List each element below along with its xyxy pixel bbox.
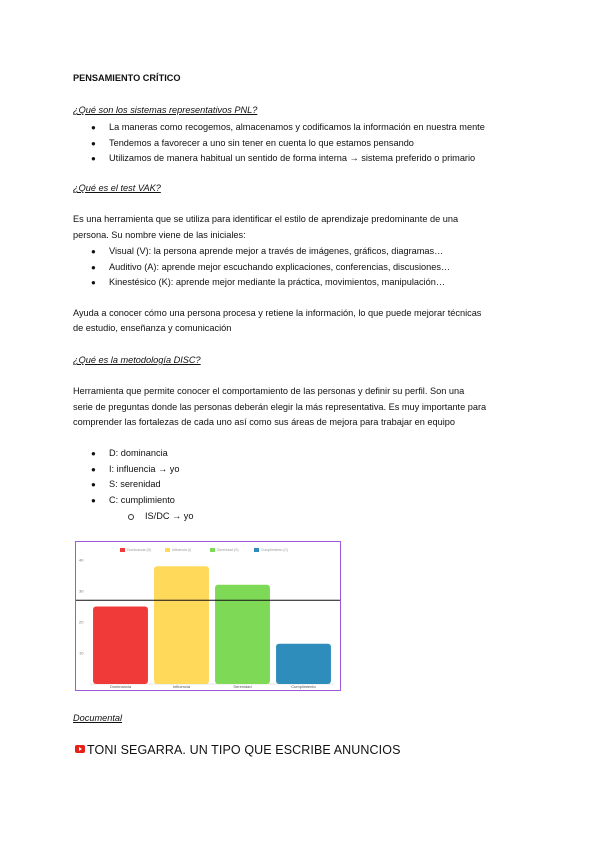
disc-bullet-i: I: influencia → yo	[109, 464, 180, 474]
disc-paragraph-line-1: Herramienta que permite conocer el comportamiento de las personas y definir su perfil. Son una	[73, 386, 465, 396]
vak-bullet-kinestesico: Kinestésico (K): aprende mejor mediante la práctica, movimientos, manipulación…	[109, 277, 446, 287]
bar-cumplimiento	[276, 644, 331, 684]
y-tick-label: 40	[79, 557, 84, 563]
vak-bullet-auditivo: Auditivo (A): aprende mejor escuchando explicaciones, conferencias, discusiones…	[109, 262, 451, 272]
disc-question: ¿Qué es la metodología DISC?	[73, 355, 201, 365]
y-tick-label: 10	[79, 650, 84, 656]
disc-bullet-d: D: dominancia	[109, 448, 168, 458]
bullet-dot-icon: ●	[91, 449, 96, 458]
legend-label: Dominancia (D)	[127, 547, 152, 552]
vak-question: ¿Qué es el test VAK?	[73, 183, 161, 193]
bullet-dot-icon: ●	[91, 123, 96, 132]
page-title: PENSAMIENTO CRÍTICO	[73, 73, 181, 83]
disc-sub-bullet: IS/DC → yo	[145, 511, 194, 521]
vak-outro-line-2: de estudio, enseñanza y comunicación	[73, 323, 232, 333]
legend-label: Influencia (I)	[172, 547, 192, 552]
bar-influencia	[154, 566, 209, 684]
bullet-dot-icon: ●	[91, 465, 96, 474]
bullet-dot-icon: ●	[91, 154, 96, 163]
disc-bullet-s: S: serenidad	[109, 479, 161, 489]
chart-canvas	[76, 542, 340, 690]
x-tick-label: Dominancia	[109, 684, 132, 689]
vak-outro-line-1: Ayuda a conocer cómo una persona procesa y retiene la información, lo que puede mejorar técnicas	[73, 308, 482, 318]
bar-dominancia	[93, 607, 148, 685]
pnl-bullet-2: Tendemos a favorecer a uno sin tener en cuenta lo que estamos pensando	[109, 138, 414, 148]
bullet-dot-icon: ●	[91, 496, 96, 505]
bullet-dot-icon: ●	[91, 263, 96, 272]
disc-bullet-c: C: cumplimiento	[109, 495, 175, 505]
x-tick-label: Influencia	[172, 684, 191, 689]
pnl-bullet-3: Utilizamos de manera habitual un sentido de forma interna → sistema preferido o primario	[109, 153, 476, 163]
disc-paragraph-line-3: comprender las fortalezas de cada uno así como sus áreas de mejora para trabajar en equipo	[73, 417, 456, 427]
x-tick-label: Cumplimiento	[291, 684, 316, 689]
legend-label: Serenidad (S)	[217, 547, 239, 552]
pnl-bullet-1: La maneras como recogemos, almacenamos y codificamos la información en nuestra mente	[109, 122, 485, 132]
disc-paragraph-line-2: serie de preguntas donde las personas deberán elegir la más representativa. Es muy importante para	[73, 402, 487, 412]
y-tick-label: 20	[79, 619, 84, 625]
documental-heading: Documental	[73, 713, 123, 723]
disc-bar-chart	[75, 541, 341, 691]
sub-bullet-circle-icon	[128, 514, 134, 520]
vak-bullet-visual: Visual (V): la persona aprende mejor a través de imágenes, gráficos, diagramas…	[109, 246, 444, 256]
bullet-dot-icon: ●	[91, 278, 96, 287]
documentary-link[interactable]: TONI SEGARRA. UN TIPO QUE ESCRIBE ANUNCIOS	[87, 743, 401, 757]
vak-intro-line-2: persona. Su nombre viene de las iniciales:	[73, 230, 246, 240]
pnl-question: ¿Qué son los sistemas representativos PNL?	[73, 105, 258, 115]
youtube-icon	[75, 745, 85, 753]
bullet-dot-icon: ●	[91, 480, 96, 489]
vak-intro-line-1: Es una herramienta que se utiliza para identificar el estilo de aprendizaje predominante de una	[73, 214, 459, 224]
bullet-dot-icon: ●	[91, 139, 96, 148]
x-tick-label: Serenidad	[233, 684, 252, 689]
y-tick-label: 30	[79, 588, 84, 594]
legend-label: Cumplimiento (C)	[261, 547, 289, 552]
bullet-dot-icon: ●	[91, 247, 96, 256]
bar-serenidad	[215, 585, 270, 684]
